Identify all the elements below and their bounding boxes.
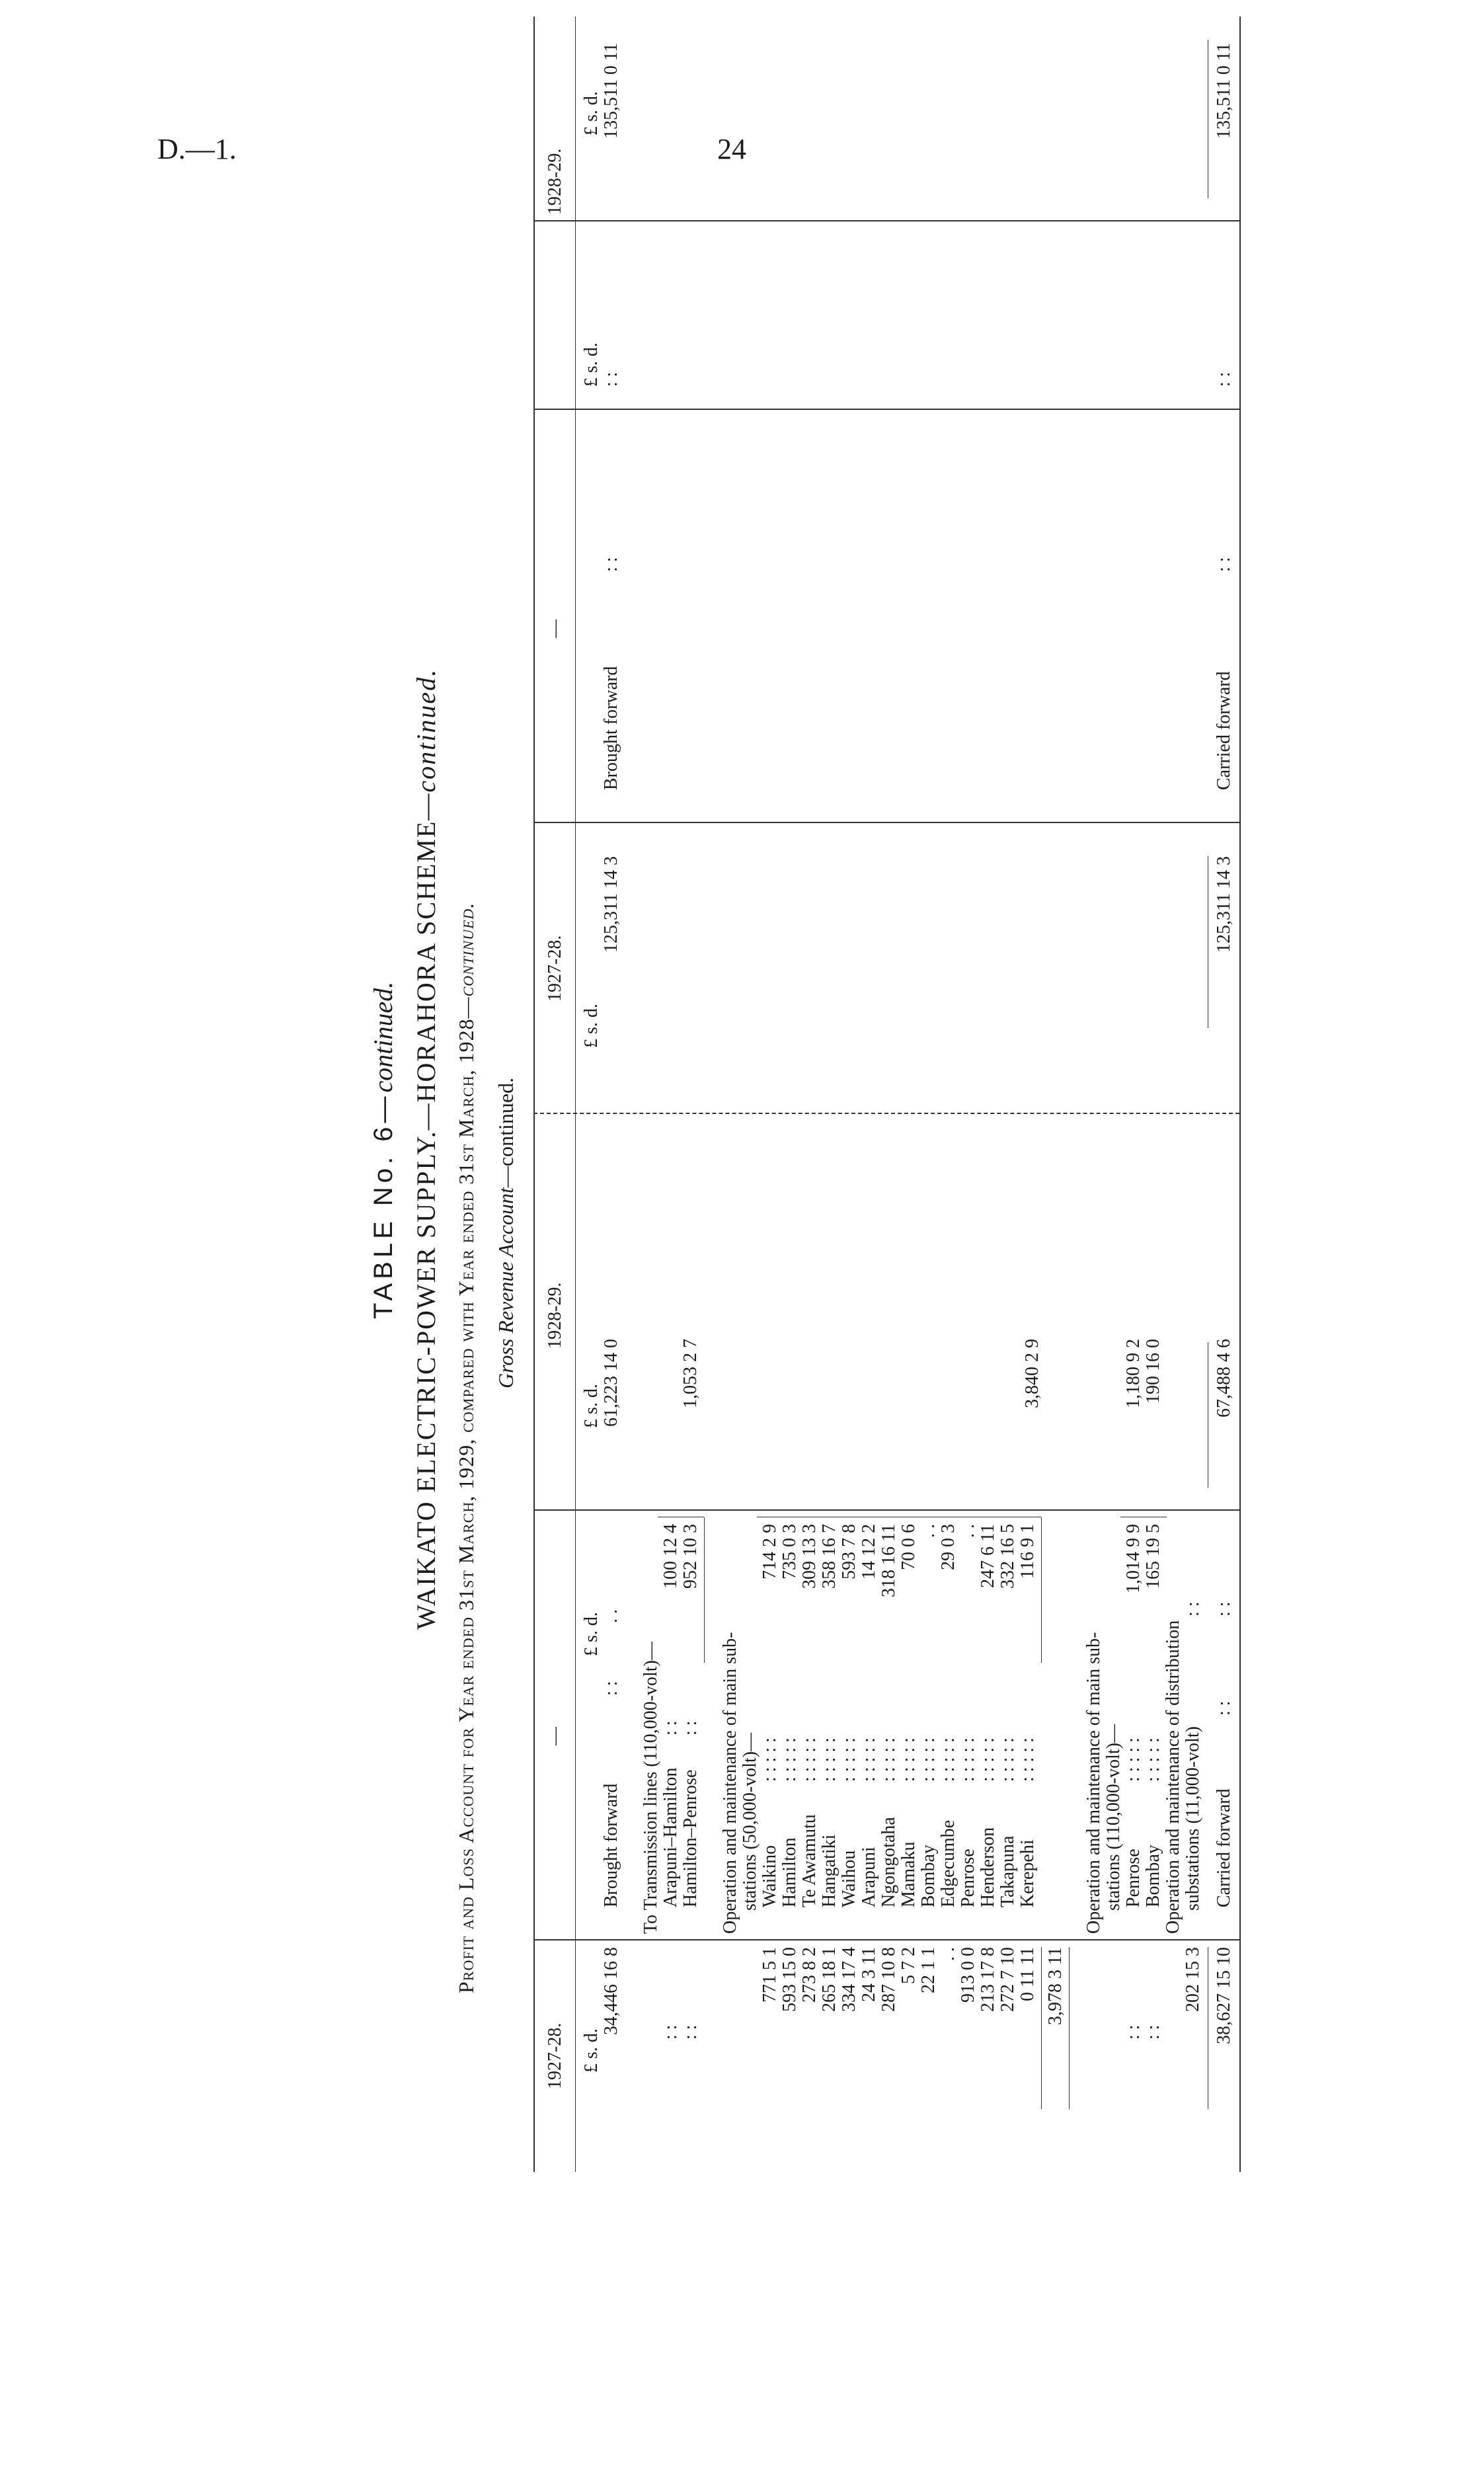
left-bf-amount: . . xyxy=(601,1609,621,1623)
right-bf-dots: : : xyxy=(601,557,621,572)
subst50-header-2: stations (50,000-volt)— xyxy=(740,1732,760,1911)
header-rule-right xyxy=(575,17,576,1114)
header-rule-left xyxy=(575,1114,576,2172)
table-bottom-rule xyxy=(1239,17,1241,2172)
subst50-amount-10: 29 0 3 xyxy=(938,1524,958,1570)
section-title-cont: —continued. xyxy=(494,1077,518,1188)
transmission-total: 1,053 2 7 xyxy=(680,1339,701,1408)
subst50-prev-13: 272 7 10 xyxy=(997,1947,1018,2012)
subst110-name-2: Bombay xyxy=(1143,1845,1163,1907)
section-title xyxy=(496,1078,516,1388)
subst50-amount-8: 70 0 6 xyxy=(898,1524,919,1570)
subst50-header-1: Operation and maintenance of main sub- xyxy=(720,1632,740,1934)
subst110-prev-1: : : xyxy=(1123,2024,1144,2040)
subst50-prev-14: 0 11 11 xyxy=(1017,1947,1038,2001)
subst110-total-1: 1,180 9 2 xyxy=(1123,1339,1144,1408)
table-title xyxy=(368,981,398,1319)
subst110-header-2: stations (110,000-volt)— xyxy=(1103,1724,1124,1911)
account-title-text: Profit and Loss Account for Year ended 31st March, 1929, compared with Year ended 31st March, 1928— xyxy=(454,996,478,1993)
subst50-prev-1: 771 5 1 xyxy=(760,1947,780,2003)
subst50-name-1: Waikino xyxy=(760,1845,780,1907)
left-cf-dots: : : xyxy=(1214,1700,1234,1716)
scheme-title-text: WAIKATO ELECTRIC-POWER SUPPLY.—HORAHORA SCHEME— xyxy=(411,792,441,1630)
subst50-amount-7: 318 16 11 xyxy=(879,1524,899,1597)
subst50-dots-11: : : : : : xyxy=(958,1737,978,1782)
subst110-name-1: Penrose xyxy=(1123,1849,1144,1907)
subst50-prev-total-rule xyxy=(1069,1947,1070,2109)
subst50-amount-1: 714 2 9 xyxy=(760,1524,780,1579)
page-ref: D.—1. xyxy=(157,133,237,165)
subst50-dots-2: : : : : : xyxy=(779,1737,800,1782)
subst50-dots-9: : : : : : xyxy=(918,1737,939,1782)
rotated-table-page xyxy=(360,17,1286,2172)
distribution-label-2: substations (11,000-volt) xyxy=(1183,1726,1203,1911)
col-divider-6 xyxy=(533,220,1239,221)
left-bf-label: Brought forward xyxy=(601,1783,621,1907)
subst50-amount-11: . . xyxy=(958,1524,978,1538)
subst50-name-3: Te Awamutu xyxy=(799,1814,820,1907)
col-divider-3 xyxy=(533,1113,1239,1114)
subst50-prev-8: 5 7 2 xyxy=(898,1947,919,1984)
subst50-prev-2: 593 15 0 xyxy=(779,1947,800,2012)
subst50-dots-14: : : : : : xyxy=(1017,1737,1038,1782)
subst50-prev-6: 24 3 11 xyxy=(859,1947,879,2002)
left-cf-total: 67,488 4 6 xyxy=(1214,1339,1234,1418)
right-cf-curr: 135,511 0 11 xyxy=(1214,43,1234,139)
subst50-prev-12: 213 17 8 xyxy=(978,1947,998,2012)
distribution-dots: : : xyxy=(1183,1601,1203,1617)
transmission-dots-1: : : xyxy=(660,1720,681,1736)
transmission-amount-2: 952 10 3 xyxy=(680,1524,701,1589)
left-bf-dots: : : xyxy=(601,1681,621,1696)
subst50-prev-5: 334 17 4 xyxy=(839,1947,859,2012)
left-bf-total: 61,223 14 0 xyxy=(601,1339,621,1427)
subst50-amount-14: 116 9 1 xyxy=(1017,1524,1038,1579)
col-divider-5 xyxy=(533,409,1239,410)
table-top-rule xyxy=(533,17,535,2172)
right-cf-dots: : : xyxy=(1214,557,1234,572)
subst50-amount-4: 358 16 7 xyxy=(819,1524,840,1589)
scheme-title xyxy=(411,668,441,1630)
left-bf-prev: 34,446 16 8 xyxy=(601,1947,621,2035)
subst50-dots-1: : : : : : xyxy=(760,1737,780,1782)
scheme-title-cont: continued. xyxy=(411,668,441,793)
right-bf-prev: 125,311 14 3 xyxy=(601,856,621,953)
account-title-cont: continued. xyxy=(454,902,478,997)
subst50-name-6: Arapuni xyxy=(859,1847,879,1907)
subst110-amount-2: 165 19 5 xyxy=(1143,1524,1163,1589)
subst50-amount-12: 247 6 11 xyxy=(978,1524,998,1588)
col-divider-1 xyxy=(533,1939,1239,1940)
transmission-header: To Transmission lines (110,000-volt)— xyxy=(641,1642,661,1934)
account-title xyxy=(456,902,476,1993)
transmission-prev-2: : : xyxy=(680,2024,701,2040)
subst50-name-13: Takapuna xyxy=(997,1835,1018,1907)
subst50-dots-12: : : : : : xyxy=(978,1737,998,1782)
units-right-prev: £ s. d. xyxy=(581,1004,602,1048)
subst50-amount-13: 332 16 5 xyxy=(997,1524,1018,1589)
subst50-amount-rule xyxy=(1041,1517,1042,1663)
left-cf-label: Carried forward xyxy=(1214,1788,1234,1907)
distribution-prev: 202 15 3 xyxy=(1183,1947,1203,2012)
subst50-prev-7: 287 10 8 xyxy=(879,1947,899,2012)
units-left-prev: £ s. d. xyxy=(581,2028,602,2073)
subst50-dots-13: : : : : : xyxy=(997,1737,1018,1782)
subst50-name-10: Edgecumbe xyxy=(938,1819,958,1907)
left-cf-prev: 38,627 15 10 xyxy=(1214,1947,1234,2044)
transmission-dots-2: : : xyxy=(680,1720,701,1736)
subst50-dots-3: : : : : : xyxy=(799,1737,820,1782)
hdr-right-prev-year: 1927-28. xyxy=(545,935,565,1002)
subst50-prev-3: 273 8 2 xyxy=(799,1947,820,2003)
transmission-name-1: Arapuni–Hamilton xyxy=(660,1767,681,1907)
page-number: 24 xyxy=(717,133,746,165)
subst50-amount-5: 593 7 8 xyxy=(839,1524,859,1579)
table-title-text: TABLE No. 6— xyxy=(369,1092,398,1319)
subst50-name-5: Waihou xyxy=(839,1850,859,1907)
distribution-label-1: Operation and maintenance of distribution xyxy=(1163,1620,1183,1934)
subst50-dots-5: : : : : : xyxy=(839,1737,859,1782)
hdr-left-dash: — xyxy=(545,1727,565,1745)
subst50-dots-7: : : : : : xyxy=(879,1737,899,1782)
subst50-name-4: Hangatiki xyxy=(819,1834,840,1907)
table-title-cont: continued. xyxy=(368,981,398,1093)
transmission-prev-1: : : xyxy=(660,2024,681,2040)
right-bf-curr: 135,511 0 11 xyxy=(601,43,621,139)
subst50-name-8: Mamaku xyxy=(898,1841,919,1907)
subst110-dots-1: : : : : : xyxy=(1123,1737,1144,1782)
subst50-name-7: Ngongotaha xyxy=(879,1817,899,1907)
subst110-amount-1: 1,014 9 9 xyxy=(1123,1524,1144,1593)
hdr-left-prev-year: 1927-28. xyxy=(545,2022,565,2089)
transmission-rule xyxy=(704,1517,705,1663)
left-cf-amount: : : xyxy=(1214,1601,1234,1617)
units-left-sub: £ s. d. xyxy=(581,1612,602,1656)
subst110-header-1: Operation and maintenance of main sub- xyxy=(1083,1632,1104,1934)
subst110-prev-2: : : xyxy=(1143,2024,1163,2040)
transmission-amount-1: 100 12 4 xyxy=(660,1524,681,1589)
subst50-amount-6: 14 12 2 xyxy=(859,1524,879,1579)
right-cf-curr-sub: : : xyxy=(1214,372,1234,387)
subst50-name-2: Hamilton xyxy=(779,1837,800,1907)
transmission-name-2: Hamilton–Penrose xyxy=(680,1769,701,1907)
right-bf-label: Brought forward xyxy=(601,666,621,790)
subst50-name-9: Bombay xyxy=(918,1845,939,1907)
hdr-right-dash: — xyxy=(545,619,565,638)
right-cf-label: Carried forward xyxy=(1214,671,1234,790)
subst50-dots-6: : : : : : xyxy=(859,1737,879,1782)
subst50-prev-rule xyxy=(1041,1947,1042,2109)
units-right-total: £ s. d. xyxy=(581,91,602,136)
subst50-amount-3: 309 13 3 xyxy=(799,1524,820,1589)
right-cf-prev: 125,311 14 3 xyxy=(1214,856,1234,953)
subst50-prev-total: 3,978 3 11 xyxy=(1045,1947,1066,2025)
subst50-dots-10: : : : : : xyxy=(938,1737,958,1782)
subst50-prev-9: 22 1 1 xyxy=(918,1947,939,1993)
subst50-dots-4: : : : : : xyxy=(819,1737,840,1782)
subst50-prev-11: 913 0 0 xyxy=(958,1947,978,2003)
subst50-dots-8: : : : : : xyxy=(898,1737,919,1782)
hdr-right-curr-year: 1928-29. xyxy=(545,148,565,215)
subst50-amount-9: . . xyxy=(918,1524,939,1538)
units-right-sub: £ s. d. xyxy=(581,342,602,387)
right-bf-curr-sub: : : xyxy=(601,372,621,387)
subst50-prev-4: 265 18 1 xyxy=(819,1947,840,2012)
subst50-name-14: Kerepehi xyxy=(1017,1839,1038,1907)
subst50-name-12: Henderson xyxy=(978,1827,998,1907)
units-left-total: £ s. d. xyxy=(581,1384,602,1428)
subst50-prev-10: . . xyxy=(938,1947,958,1961)
subst110-dots-2: : : : : : xyxy=(1143,1737,1163,1782)
col-divider-4 xyxy=(533,822,1239,823)
hdr-left-curr-year: 1928-29. xyxy=(545,1282,565,1349)
subst50-amount-2: 735 0 3 xyxy=(779,1524,800,1579)
subst110-total-2: 190 16 0 xyxy=(1143,1339,1163,1404)
section-title-text: Gross Revenue Account xyxy=(494,1187,518,1388)
subst50-name-11: Penrose xyxy=(958,1849,978,1907)
subst50-total: 3,840 2 9 xyxy=(1022,1339,1042,1408)
